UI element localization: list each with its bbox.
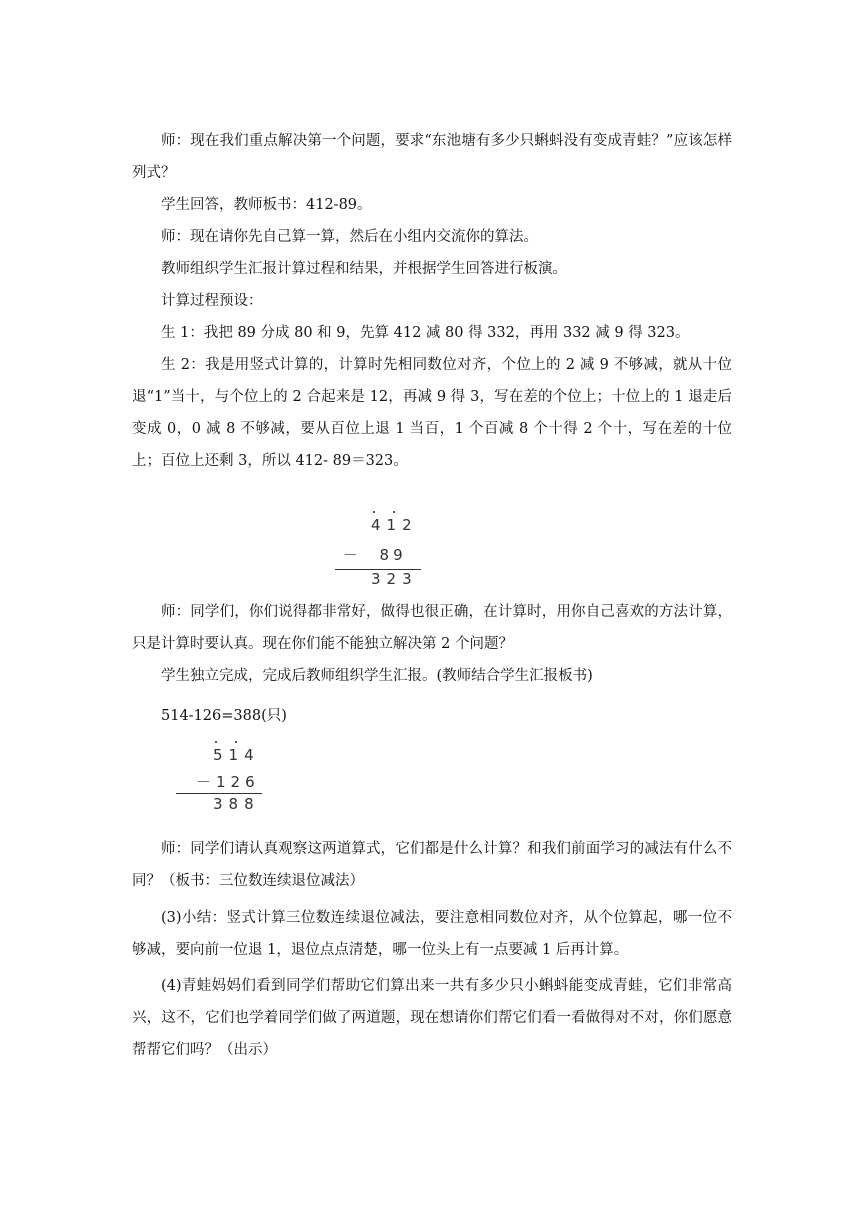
borrow-dot	[235, 741, 237, 743]
difference: 388	[213, 795, 260, 813]
formula-line: 514-126=388(只)	[161, 708, 287, 724]
paragraph-1: 师：现在我们重点解决第一个问题，要求“东池塘有多少只蝌蚪没有变成青蛙？”应该怎样列式？	[132, 133, 732, 181]
minuend: 412	[371, 516, 418, 534]
paragraph-3: 师：现在请你先自己算一算，然后在小组内交流你的算法。	[161, 229, 538, 245]
paragraph-2: 学生回答，教师板书：412-89。	[161, 197, 372, 213]
paragraph-8: 师：同学们，你们说得都非常好，做得也很正确，在计算时，用你自己喜欢的方法计算，只是计算时要认真。现在你们能不能独立解决第 2 个问题？	[132, 604, 732, 652]
calc-line	[176, 793, 262, 794]
paragraph-13: (4)青蛙妈妈们看到同学们帮助它们算出来一共有多少只小蝌蚪能变成青蛙，它们非常高兴，这不，它们也学着同学们做了两道题，现在想请你们帮它们看一看做得对不对，你们愿意帮帮它们吗？（出示）	[132, 978, 732, 1058]
subtrahend: －126	[196, 773, 260, 791]
paragraph-12: (3)小结：竖式计算三位数连续退位减法，要注意相同数位对齐，从个位算起，哪一位不够减，要向前一位退 1，退位点点清楚，哪一位头上有一点要减 1 后再计算。	[132, 910, 732, 958]
paragraph-7: 生 2：我是用竖式计算的，计算时先相同数位对齐，个位上的 2 减 9 不够减，就从十位退“1”当十，与个位上的 2 合起来是 12，再减 9 得 3，写在差的个位上；十位上的 1 退走后变成 0，0 减 8 不够减，要从百位上退 1 当百，1 个百减 8 个十得 2 个十，写在差的十位上；百位上还剩 3，所以 412- 89＝323。	[132, 357, 732, 469]
paragraph-11: 师：同学们请认真观察这两道算式，它们都是什么计算？和我们前面学习的减法有什么不同？（板书：三位数连续退位减法）	[132, 841, 732, 889]
vertical-subtraction-2	[176, 738, 276, 824]
vertical-subtraction-1	[335, 508, 435, 594]
paragraph-4: 教师组织学生汇报计算过程和结果，并根据学生回答进行板演。	[161, 261, 567, 277]
subtrahend: － 89	[343, 546, 407, 564]
difference: 323	[371, 570, 418, 588]
paragraph-6: 生 1：我把 89 分成 80 和 9，先算 412 减 80 得 332，再用 332 减 9 得 323。	[161, 325, 690, 341]
paragraph-5: 计算过程预设：	[161, 293, 263, 309]
borrow-dot	[215, 741, 217, 743]
borrow-dot	[393, 511, 395, 513]
borrow-dot	[373, 511, 375, 513]
minuend: 514	[213, 746, 260, 764]
paragraph-9: 学生独立完成，完成后教师组织学生汇报。(教师结合学生汇报板书)	[161, 668, 593, 684]
